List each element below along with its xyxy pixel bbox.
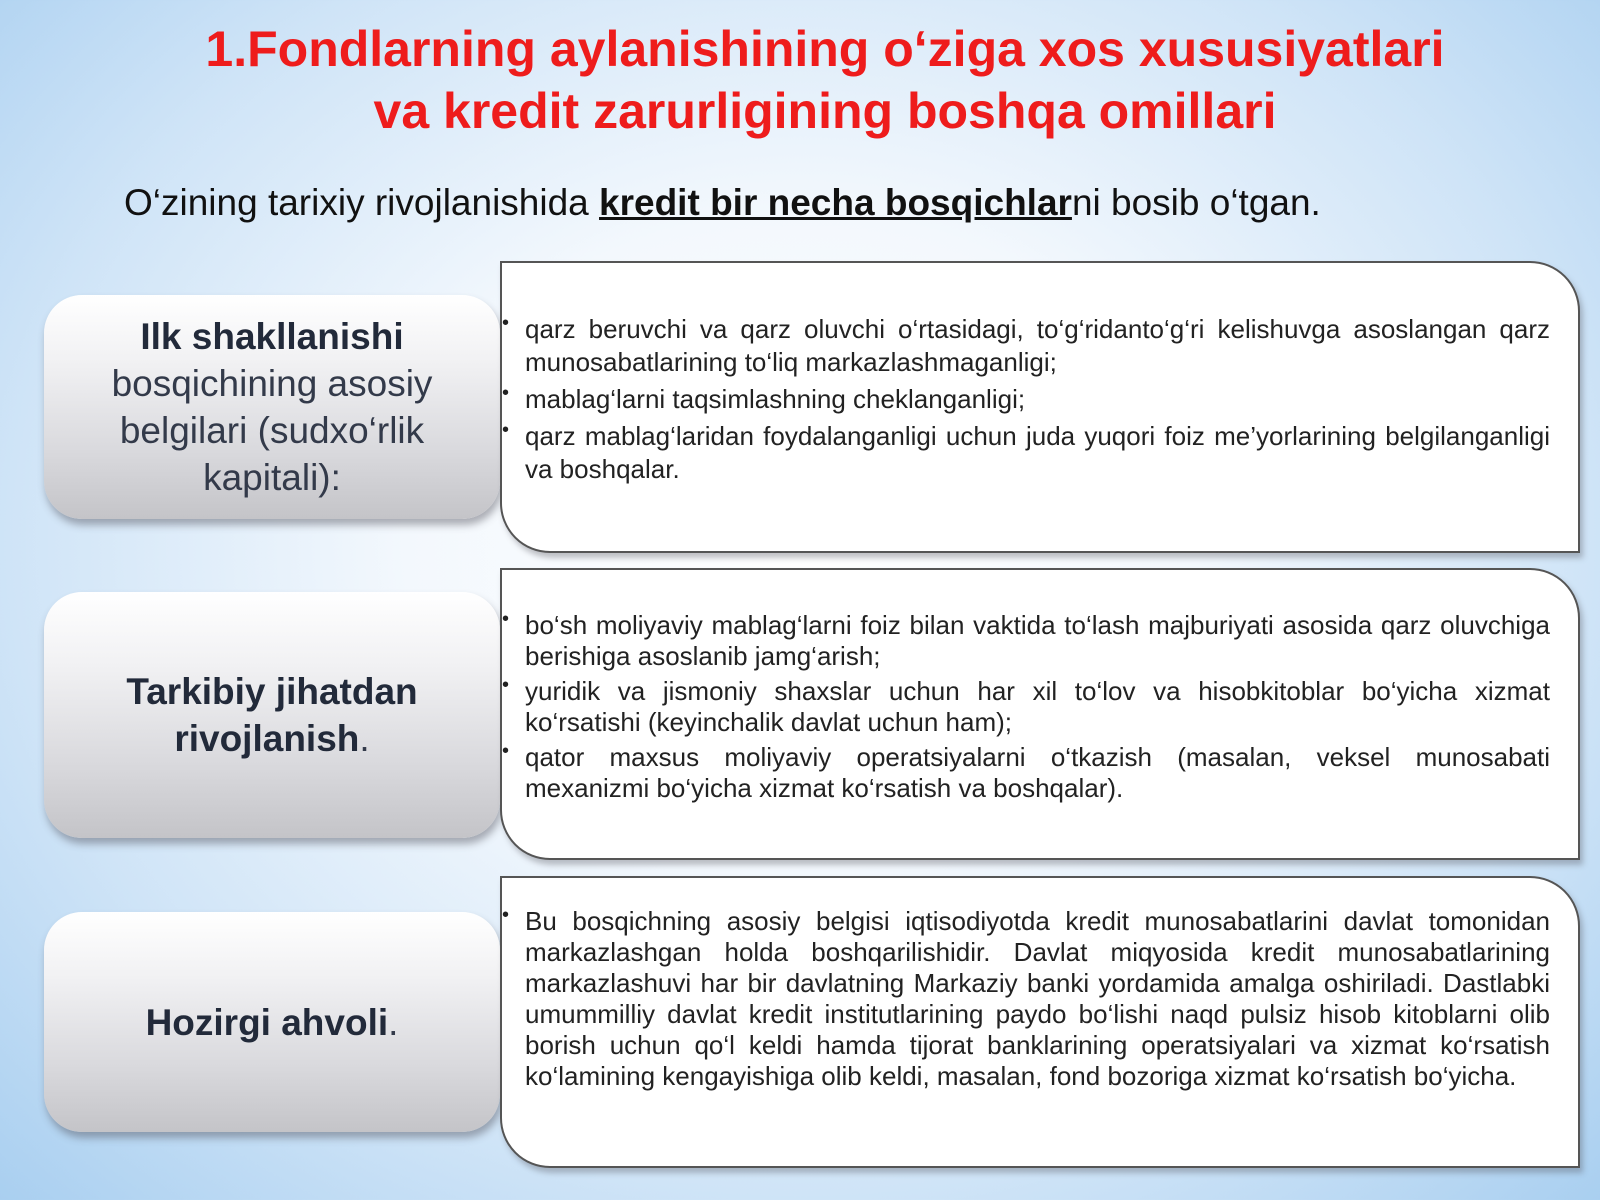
subtitle-pre: O‘zining tarixiy rivojlanishida: [124, 182, 600, 223]
list-item: • Bu bosqichning asosiy belgisi iqtisodiyotda kredit munosabatlarini davlat tomonidan markazlashgan holda boshqarilishidir. Davlat miqyosida kredit munosabatlarining markazlashuvi har bir davlatning Markaziy banki yordamida amalga oshiriladi. Dastlabki umummilliy davlat kredit institutlarining paydo bo‘lishi naqd pulsiz hisob kitoblarni olib borish uchun qo‘l keldi hamda tijorat banklarining operatsiyalari va xizmat ko‘rsatish ko‘lamining kengayishiga olib keldi, masalan, fond bozoriga xizmat ko‘rsatish bo‘yicha.: [525, 906, 1550, 1092]
stage-3-list: [525, 906, 1550, 1096]
subtitle-post: ni bosib o‘tgan.: [1071, 182, 1321, 223]
list-item: • yuridik va jismoniy shaxslar uchun har xil to‘lov va hisobkitoblar bo‘yicha xizmat ko‘rsatishi (keyinchalik davlat uchun ham);: [525, 676, 1550, 738]
slide-subtitle: [124, 182, 1564, 224]
title-line-2: va kredit zarurligining boshqa omillari: [373, 83, 1277, 139]
stage-1-list: [525, 313, 1550, 490]
stage-2-list: [525, 610, 1550, 808]
stage-1-content: [500, 261, 1580, 553]
stage-1-label-rest: bosqichining asosiy belgilari (sudxo‘rlik kapitali):: [111, 363, 433, 498]
stage-3-label-bold: Hozirgi ahvoli: [145, 1001, 389, 1043]
title-line-1: 1.Fondlarning aylanishining o‘ziga xos xususiyatlari: [205, 21, 1445, 77]
stage-2-label: [44, 592, 500, 838]
stage-3-label: [44, 912, 500, 1132]
stage-2-label-bold: Tarkibiy jihatdan rivojlanish: [126, 671, 418, 759]
stage-2-content: [500, 568, 1580, 860]
list-item: • qator maxsus moliyaviy operatsiyalarni o‘tkazish (masalan, veksel munosabati mexanizmi bo‘yicha xizmat ko‘rsatish va boshqalar).: [525, 742, 1550, 804]
slide-title: [0, 18, 1600, 142]
list-item: • bo‘sh moliyaviy mablag‘larni foiz bilan vaktida to‘lash majburiyati asosida qarz oluvchiga berishiga asoslanib jamg‘arish;: [525, 610, 1550, 672]
stage-2-label-rest: .: [359, 718, 370, 759]
list-item: • mablag‘larni taqsimlashning cheklanganligi;: [525, 383, 1550, 416]
subtitle-emphasis: kredit bir necha bosqichlar: [599, 182, 1072, 223]
stage-1-label-bold: Ilk shakllanishi: [140, 316, 404, 357]
list-item: • qarz mablag‘laridan foydalanganligi uchun juda yuqori foiz me’yorlarining belgilanganligi va boshqalar.: [525, 420, 1550, 486]
stage-3-label-rest: .: [388, 1001, 399, 1043]
stage-3-content: [500, 876, 1580, 1168]
list-item: • qarz beruvchi va qarz oluvchi o‘rtasidagi, to‘g‘ridanto‘g‘ri kelishuvga asoslangan qarz munosabatlarining to‘liq markazlashmaganligi;: [525, 313, 1550, 379]
stage-1-label: [44, 295, 500, 519]
